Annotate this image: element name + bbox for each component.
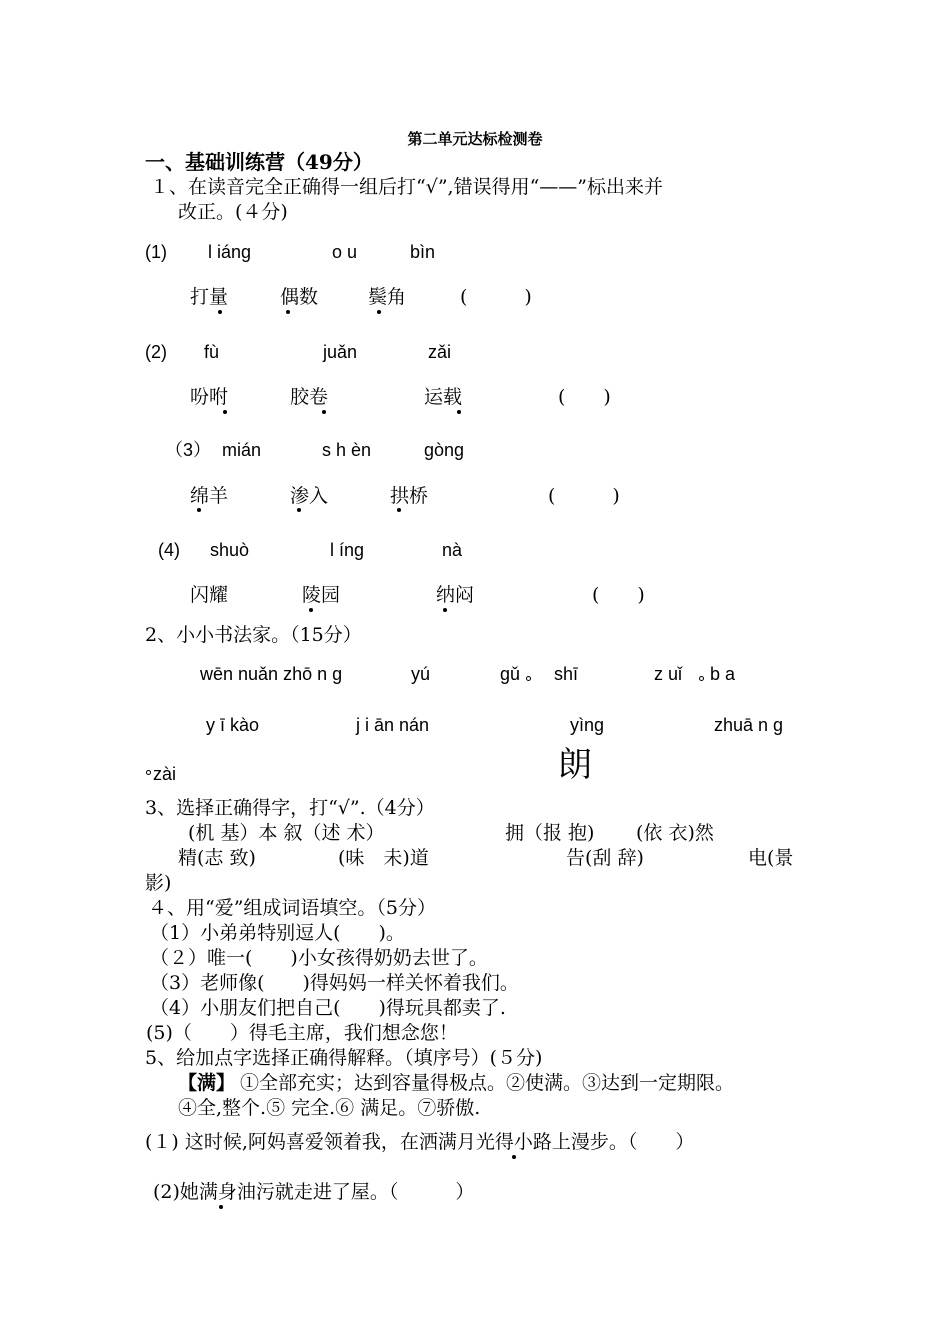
pinyin: zài bbox=[153, 764, 177, 784]
emphasis-dot bbox=[219, 1205, 223, 1209]
pinyin: b a bbox=[710, 664, 736, 684]
q4-heading: ４、用“爱”组成词语填空。（5分） bbox=[148, 897, 437, 919]
fill-blank-item: （3）老师像( )得妈妈一样关怀着我们。 bbox=[150, 972, 519, 994]
choice-group: 电(景 bbox=[748, 847, 794, 869]
word: 陵园 bbox=[302, 584, 341, 606]
fill-blank-item: (5)（ ）得毛主席，我们想念您！ bbox=[146, 1022, 458, 1044]
circle-mark bbox=[699, 676, 704, 681]
definition-key: 【满】 bbox=[178, 1072, 236, 1094]
pinyin: zhuā n g bbox=[714, 715, 784, 735]
sentence-item: (2)她满身油污就走进了屋。（ ） bbox=[153, 1181, 475, 1203]
q5-heading: 5、给加点字选择正确得解释。（填序号）(５分) bbox=[145, 1047, 543, 1069]
definition-list: ①全部充实；达到容量得极点。②使满。③达到一定期限。 bbox=[240, 1072, 735, 1094]
section-heading: 一、基础训练营（49分） bbox=[145, 150, 373, 174]
circle-mark bbox=[526, 676, 531, 681]
word: 打量 bbox=[190, 286, 229, 308]
choice-group: 告(刮 辞) bbox=[566, 847, 644, 869]
word: 吩咐 bbox=[190, 386, 229, 408]
choice-group: (机 基）本 叙（述 术） bbox=[188, 822, 385, 844]
word: 渗入 bbox=[290, 485, 329, 507]
word: 绵羊 bbox=[190, 485, 229, 507]
emphasis-dot bbox=[297, 508, 301, 512]
q1-item-number: (1) bbox=[145, 242, 167, 262]
emphasis-dot bbox=[443, 608, 447, 612]
pinyin: bìn bbox=[410, 242, 436, 262]
fill-blank-item: （２）唯一( )小女孩得奶奶去世了。 bbox=[150, 947, 488, 969]
word: 闪耀 bbox=[190, 584, 229, 606]
circle-mark bbox=[146, 770, 151, 775]
emphasis-dot bbox=[286, 310, 290, 314]
emphasis-dot bbox=[457, 410, 461, 414]
pinyin: fù bbox=[204, 342, 220, 362]
q1-instruction: １、在读音完全正确得一组后打“√”,错误得用“——”标出来并 bbox=[150, 176, 664, 198]
fill-blank-item: （1）小弟弟特别逗人( )。 bbox=[150, 922, 405, 944]
pinyin: gòng bbox=[424, 440, 465, 460]
calligraphy-character: 朗 bbox=[558, 745, 592, 785]
choice-group: (味 未)道 bbox=[338, 847, 429, 869]
emphasis-dot bbox=[377, 310, 381, 314]
emphasis-dot bbox=[309, 608, 313, 612]
pinyin: yú bbox=[411, 664, 431, 684]
emphasis-dot bbox=[218, 310, 222, 314]
pinyin: z uǐ bbox=[654, 664, 683, 684]
q1-instruction-cont: 改正。(４分) bbox=[178, 201, 288, 223]
word: 纳闷 bbox=[436, 584, 475, 606]
pinyin: shuò bbox=[210, 540, 250, 560]
word: 胶卷 bbox=[290, 386, 329, 408]
emphasis-dot bbox=[197, 508, 201, 512]
pinyin: l iáng bbox=[208, 242, 252, 262]
pinyin: nà bbox=[442, 540, 463, 560]
pinyin: yìng bbox=[570, 715, 605, 735]
emphasis-dot bbox=[397, 508, 401, 512]
pinyin: y ī kào bbox=[206, 715, 260, 735]
pinyin: zǎi bbox=[428, 342, 452, 362]
answer-blank[interactable]: ( ) bbox=[460, 286, 532, 308]
answer-blank[interactable]: ( ) bbox=[592, 584, 645, 606]
pinyin: shī bbox=[554, 664, 579, 684]
pinyin: juǎn bbox=[323, 342, 358, 362]
emphasis-dot bbox=[512, 1155, 516, 1159]
word: 鬓角 bbox=[368, 286, 407, 308]
q1-item-number: (2) bbox=[145, 342, 167, 362]
pinyin: l íng bbox=[330, 540, 365, 560]
word: 拱桥 bbox=[390, 485, 429, 507]
choice-group: (依 衣)然 bbox=[636, 822, 714, 844]
sentence-item: (１) 这时候,阿妈喜爱领着我，在洒满月光得小路上漫步。（ ） bbox=[145, 1131, 695, 1153]
q1-item-number: （3） bbox=[165, 440, 212, 460]
answer-blank[interactable]: ( ) bbox=[558, 386, 611, 408]
choice-group-cont: 影) bbox=[145, 872, 172, 894]
choice-group: 拥（报 抱) bbox=[505, 822, 595, 844]
pinyin: o u bbox=[332, 242, 358, 262]
fill-blank-item: （4）小朋友们把自己( )得玩具都卖了. bbox=[150, 997, 506, 1019]
emphasis-dot bbox=[223, 410, 227, 414]
pinyin: mián bbox=[222, 440, 262, 460]
pinyin: s h èn bbox=[322, 440, 372, 460]
word: 运载 bbox=[424, 386, 463, 408]
choice-group: 精(志 致) bbox=[178, 847, 256, 869]
page-title: 第二单元达标检测卷 bbox=[407, 130, 543, 148]
pinyin: wēn nuǎn zhō n g bbox=[200, 664, 343, 684]
definition-list-cont: ④全,整个.⑤ 完全.⑥ 满足。⑦骄傲. bbox=[178, 1097, 481, 1119]
pinyin: gǔ bbox=[500, 664, 521, 684]
q2-heading: 2、小小书法家。（15分） bbox=[145, 624, 362, 646]
q3-heading: 3、选择正确得字，打“√”.（4分） bbox=[145, 797, 435, 819]
pinyin: j i ān nán bbox=[356, 715, 430, 735]
emphasis-dot bbox=[322, 410, 326, 414]
answer-blank[interactable]: ( ) bbox=[548, 485, 620, 507]
word: 偶数 bbox=[280, 286, 319, 308]
q1-item-number: (4) bbox=[158, 540, 180, 560]
